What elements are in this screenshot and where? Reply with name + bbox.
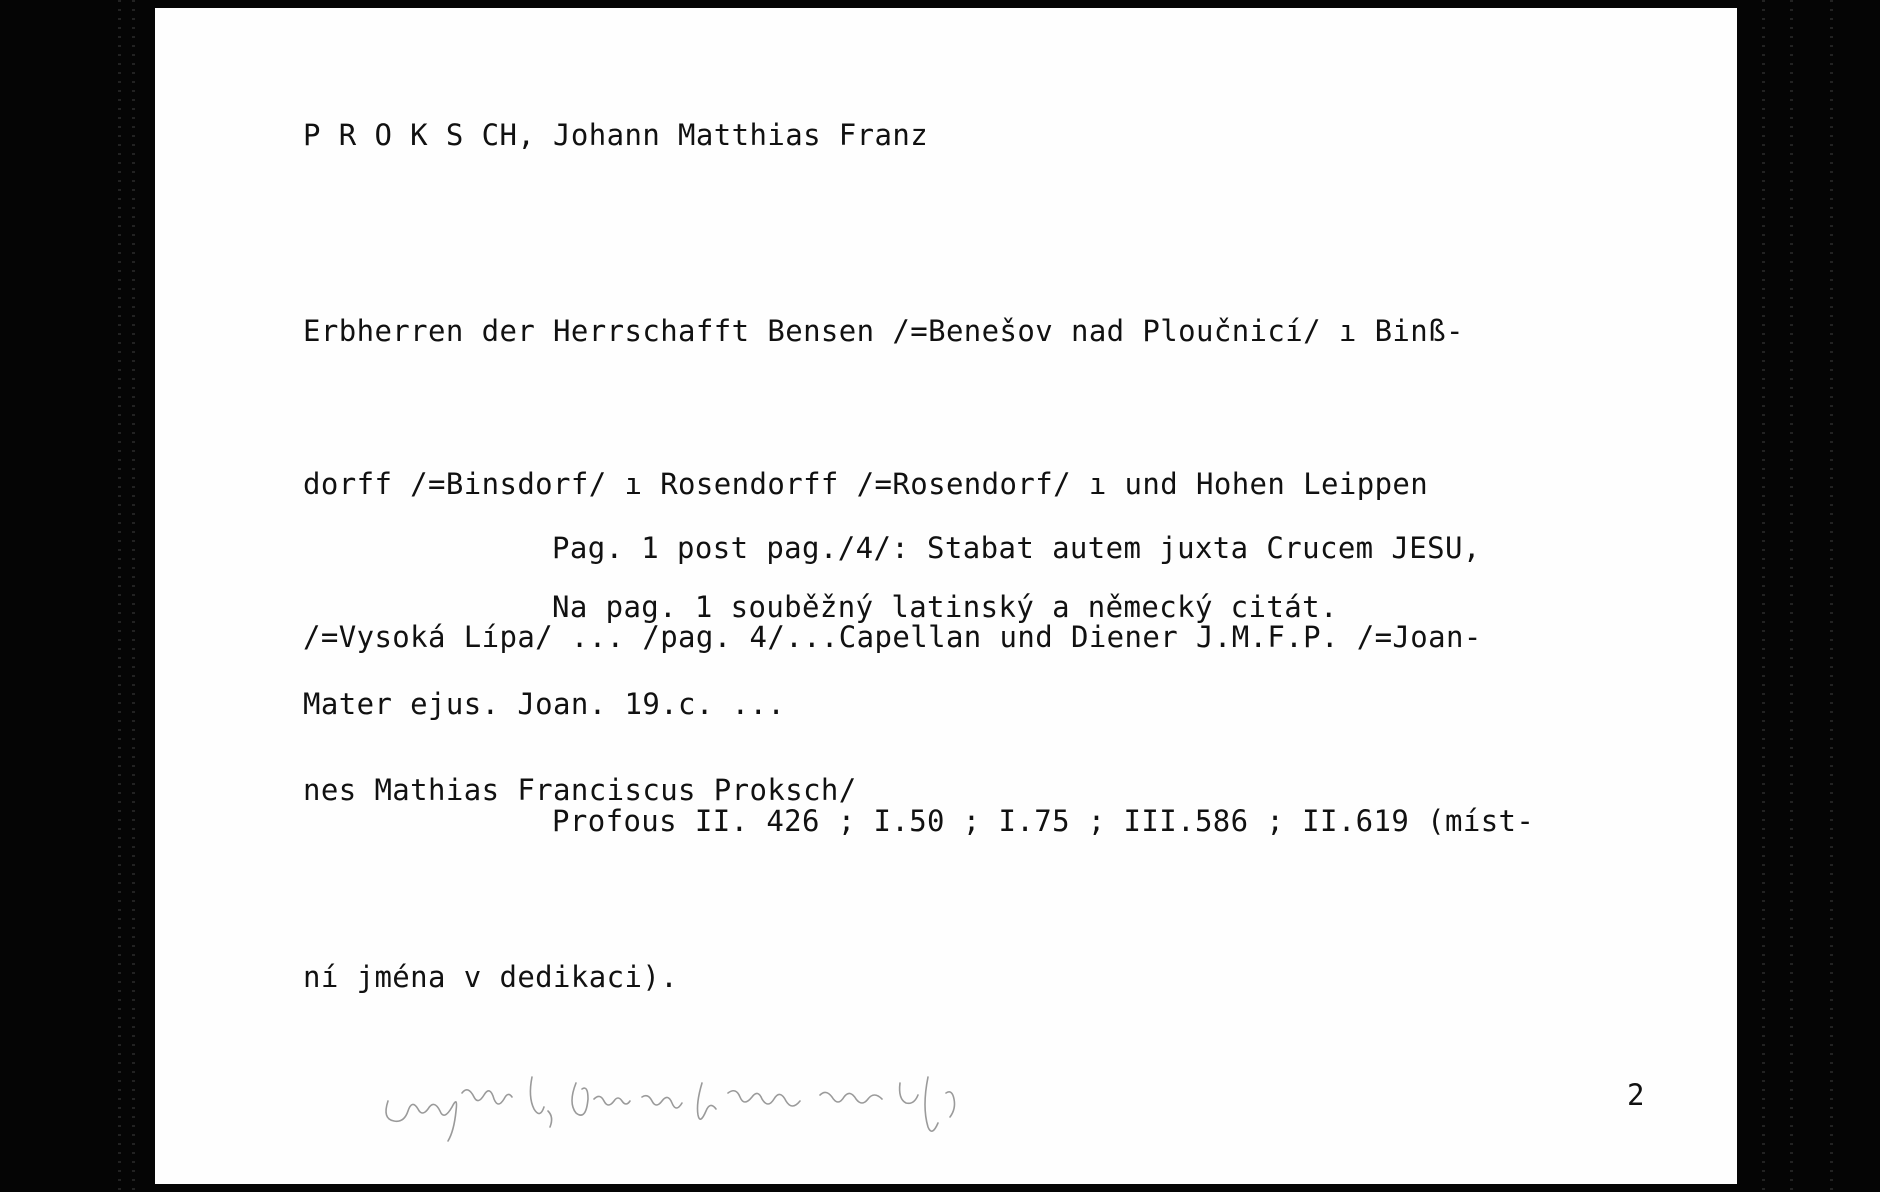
index-card [155, 8, 1737, 1184]
margin-noise [1830, 0, 1833, 1192]
page-number: 2 [1627, 1078, 1645, 1112]
text-line: ní jména v dedikaci). [303, 960, 679, 994]
margin-noise [118, 0, 121, 1192]
margin-noise [1762, 0, 1765, 1192]
text-line: nes Mathias Franciscus Proksch/ [303, 773, 857, 807]
margin-noise [132, 0, 135, 1192]
note-paragraph: Na pag. 1 souběžný latinský a německý citát. [552, 590, 1338, 624]
reference-paragraph [303, 691, 1534, 1107]
text-line: Pag. 1 post pag./4/: Stabat autem juxta Crucem JESU, [552, 531, 1481, 565]
text-line: Profous II. 426 ; I.50 ; I.75 ; III.586 ; II.619 (míst- [552, 804, 1535, 838]
handwritten-note-signature [380, 1053, 1140, 1163]
text-line: dorff /=Binsdorf/ ı Rosendorff /=Rosendorf/ ı und Hohen Leippen [303, 467, 1429, 501]
text-line: /=Vysoká Lípa/ ... /pag. 4/...Capellan und Diener J.M.F.P. /=Joan- [303, 620, 1482, 654]
text-line: Mater ejus. Joan. 19.c. ... [303, 687, 786, 721]
card-title: P R O K S CH, Johann Matthias Franz [303, 118, 929, 152]
margin-noise [1790, 0, 1793, 1192]
text-line: Erbherren der Herrschafft Bensen /=Benešov nad Ploučnicí/ ı Binß- [303, 314, 1464, 348]
